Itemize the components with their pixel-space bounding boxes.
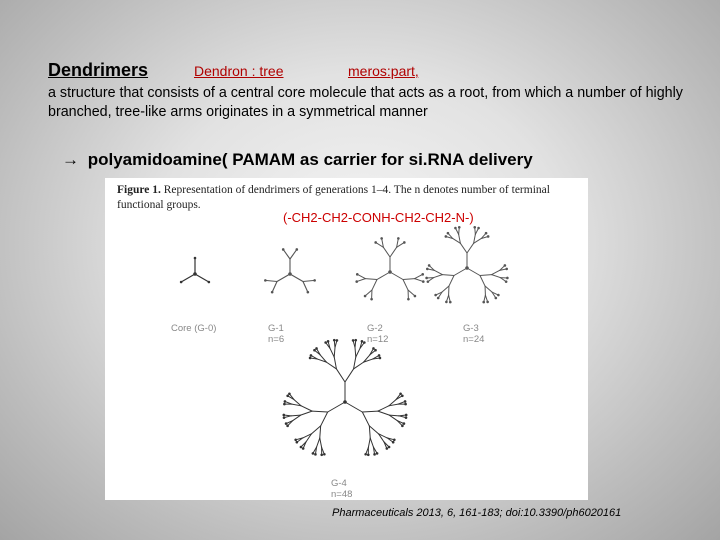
dendrimer-node [425,277,428,280]
dendrimer-node [434,294,437,297]
dendrimer-branch [365,290,372,296]
dendrimer-branch [442,286,449,292]
dendrimer-branch [301,411,312,415]
dendrimer-branch [390,247,397,257]
dendrimer-node [497,294,500,297]
dendrimer-branch [272,282,277,293]
dendrimer-branch [362,412,369,426]
dendrimer-branch [334,348,335,357]
dendrimer-branch [291,415,300,416]
dendrimer-node [283,414,286,417]
title-row [48,60,708,84]
bullet-text: polyamidoamine( PAMAM as carrier for si.RNA delivery [87,150,533,169]
definition-text: a structure that consists of a central core molecule that acts as a root, from which a number of highly branched, tree-like arms originates in a symmetrical manner [48,85,683,120]
dendrimer-branch [265,280,277,281]
dendrimer-node [300,446,303,449]
dendrimer-branch [454,268,467,276]
dendrimer-branch [283,249,290,259]
dendrimer-branch [415,279,424,282]
dendrimer-node [282,248,285,251]
dendrimer-branch [370,438,373,447]
dendrimer-branch [345,402,362,412]
dendrimer-branch [408,290,415,296]
dendrimer-node [465,266,469,270]
dendrimer-node [313,279,316,282]
dendrimer-node [397,237,400,240]
dendrimer-node [283,403,286,406]
dendrimer-node [294,438,297,441]
dendrimer-node [378,354,381,357]
dendrimer-node [343,400,347,404]
dendrimer-node [374,349,377,352]
dendrimer-node [312,452,315,455]
dendrimer-node [505,268,508,271]
dendrimer-branch [336,369,345,382]
dendrimer-node [352,339,355,342]
dendrimer-node [356,273,359,276]
dendrimer-branch [355,348,356,357]
dendrimer-node [283,416,286,419]
dendrimer-node [405,416,408,419]
dendrimer-node [477,227,480,230]
dendrimer-node [324,341,327,344]
dendrimer-node [302,447,305,450]
dendrimer-node [361,340,364,343]
generation-label: G-3 n=24 [463,323,485,345]
dendrimer-branch [320,438,322,447]
dendrimer-branch [434,270,442,274]
citation: Pharmaceuticals 2013, 6, 161-183; doi:10.3390/ph6020161 [332,507,622,519]
dendrimer-node [392,441,395,444]
dendrimer-branch [492,275,501,278]
dendrimer-branch [378,406,389,411]
dendrimer-branch [320,426,321,438]
dendrimer-node [487,235,490,238]
dendrimer-node [288,392,291,395]
dendrimer-branch [301,406,312,411]
dendrimer-node [315,347,318,350]
dendrimer-branch [480,276,485,287]
dendrimer-branch [312,411,328,412]
dendrimer-node [505,280,508,283]
dendrimer-node [373,453,376,456]
dendrimer-node [426,268,429,271]
dendrimer-node [380,237,383,240]
dendrimer-node [427,280,430,283]
dendrimer-node [388,446,391,449]
dendrimer-node [323,453,326,456]
dendrimer-branch [467,243,474,253]
dendrimer-node [422,280,425,283]
dendrimer-branch [357,274,365,278]
dendrimer-node [208,281,211,284]
dendrimer-node [288,272,292,276]
dendrimer-branch [480,275,492,276]
dendrimer-node [399,392,402,395]
dendrimer-node [313,349,316,352]
dendrimer-branch [345,369,354,382]
dendrimer-node [295,248,298,251]
right-arrow-icon: → [62,150,79,169]
dendrimer-branch [449,276,454,287]
dendrimer-trees [105,178,588,500]
dendrimer-node [355,280,358,283]
dendrimer-node [421,273,424,276]
dendrimer-node [401,394,404,397]
dendrimer-node [271,291,274,294]
dendrimer-node [363,341,366,344]
generation-label: G-1 n=6 [268,323,285,345]
dendrimer-branch [357,279,366,282]
dendrimer-node [296,441,299,444]
dendrimer-branch [372,280,377,291]
dendrimer-branch [378,411,389,415]
dendrimer-node [414,295,417,298]
dendrimer-node [286,394,289,397]
dendrimer-node [449,301,452,304]
dendrimer-node [428,264,431,267]
dendrimer-branch [467,268,480,276]
dendrimer-branch [390,272,403,280]
dendrimer-branch [317,438,320,447]
dendrimer-node [354,339,357,342]
dendrimer-node [506,277,509,280]
dendrimer-branch [277,274,290,282]
dendrimer-node [367,453,370,456]
generation-label: G-2 n=12 [367,323,389,345]
dendrimer-branch [383,247,390,257]
dendrimer-branch [485,286,492,292]
dendrimer-branch [403,279,415,280]
dendrimer-branch [195,274,209,282]
dendrimer-branch [303,280,315,281]
dendrimer-node [405,414,408,417]
dendrimer-node [473,226,476,229]
dendrimer-node [404,400,407,403]
generation-label: Core (G-0) [171,323,217,334]
dendrimer-node [403,241,406,244]
dendrimer-node [264,279,267,282]
dendrimer-node [458,226,461,229]
title-meros-note: meros:part, [348,63,419,79]
dendrimer-node [445,235,448,238]
dendrimer-branch [460,243,467,253]
dendrimer-node [407,298,410,301]
dendrimer-node [194,257,197,260]
dendrimer-branch [377,272,390,280]
title-dendron-note: Dendron : tree [194,63,284,79]
dendrimer-branch [362,411,378,412]
dendrimer-node [285,422,288,425]
dendrimer-node [327,340,330,343]
dendrimer-node [320,453,323,456]
dendrimer-node [336,339,339,342]
dendrimer-node [333,339,336,342]
dendrimer-node [386,447,389,450]
dendrimer-node [370,298,373,301]
generation-label: G-4 n=48 [331,478,353,500]
dendrimer-node [379,357,382,360]
bullet-item [62,150,533,170]
dendrimer-branch [303,282,308,293]
dendrimer-branch [492,270,500,274]
dendrimer-node [180,281,183,284]
dendrimer-branch [181,274,195,282]
dendrimer-node [310,354,313,357]
dendrimer-node [485,232,488,235]
dendrimer-node [314,453,317,456]
dendrimer-node [393,438,396,441]
dendrimer-branch [369,426,370,438]
dendrimer-node [445,301,448,304]
dendrimer-node [374,241,377,244]
dendrimer-branch [369,426,378,434]
dendrimer-branch [403,280,408,291]
dendrimer-node [454,227,457,230]
dendrimer-branch [434,275,443,278]
dendrimer-node [401,425,404,428]
dendrimer-node [504,264,507,267]
dendrimer-node [364,453,367,456]
dendrimer-node [284,400,287,403]
figure-caption-text: Representation of dendrimers of generations 1–4. The n denotes number of terminal functional groups. [117,184,550,211]
figure-caption-label: Figure 1. [117,184,161,196]
dendrimer-branch [442,275,454,276]
dendrimer-branch [365,279,377,280]
dendrimer-branch [368,438,370,447]
dendrimer-node [388,270,392,274]
dendrimer-node [372,347,375,350]
slide-title: Dendrimers [48,60,149,80]
dendrimer-node [482,301,485,304]
dendrimer-branch [321,412,328,426]
dendrimer-node [447,232,450,235]
dendrimer-node [486,301,489,304]
dendrimer-node [286,425,289,428]
dendrimer-branch [356,348,360,357]
dendrimer-node [193,272,197,276]
dendrimer-node [404,403,407,406]
dendrimer-branch [328,402,345,412]
dendrimer-node [307,291,310,294]
dendrimer-branch [415,274,423,278]
dendrimer-figure [105,178,588,500]
dendrimer-node [437,297,440,300]
pamam-formula: (-CH2-CH2-CONH-CH2-CH2-N-) [283,210,474,225]
dendrimer-branch [290,274,303,282]
dendrimer-node [403,422,406,425]
dendrimer-branch [311,426,320,434]
dendrimer-node [309,357,312,360]
dendrimer-node [495,297,498,300]
dendrimer-branch [290,249,297,259]
dendrimer-branch [330,348,334,357]
dendrimer-node [376,452,379,455]
dendrimer-node [364,295,367,298]
